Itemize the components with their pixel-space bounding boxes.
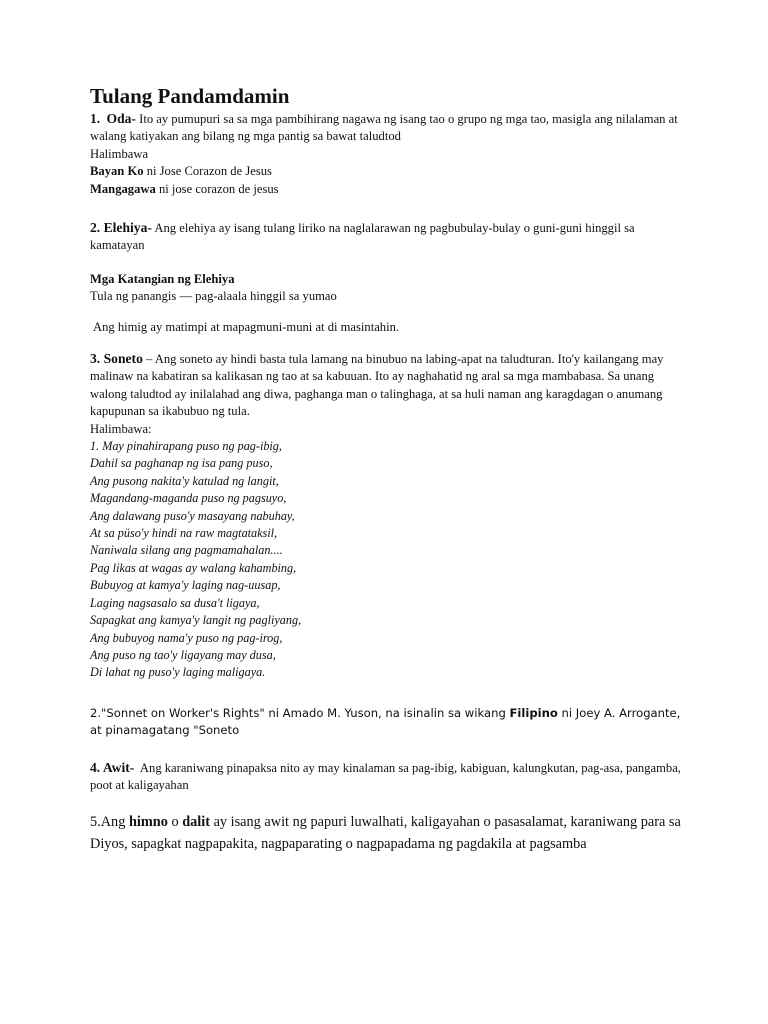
oda-number: 1. (90, 111, 101, 126)
soneto-example-2 (90, 705, 690, 740)
elehiya-characteristics (90, 271, 690, 306)
poem-line: Ang pusong nakita'y katulad ng langit, (90, 473, 279, 488)
section-oda (90, 110, 690, 198)
oda-example-2-title: Mangagawa (90, 181, 156, 196)
elehiya-characteristics-title: Mga Katangian ng Elehiya (90, 272, 235, 286)
poem-line: Sapagkat ang kamya'y langit ng pagliyang, (90, 613, 302, 628)
poem-line: Naniwala silang ang pagmamahalan.... (90, 543, 283, 558)
oda-definition (90, 110, 690, 146)
soneto-halimbawa-label: Halimbawa: (90, 421, 152, 436)
oda-example-2 (90, 181, 690, 198)
soneto-description: – Ang soneto ay hindi basta tula lamang na binubuo na labing-apat na taludturan. Ito'y kailangang may malinaw na kabatiran sa kalikasan ng tao at sa kabuuan. Ito ay naghahatid ng aral sa mga mambabasa. Sa unang walong taludtod ay inilalahad ang diwa, paghanga man o talinghaga, at sa huli naman ang karagdagan o anumang kapupunan sa ikabubuo ng tula. (90, 352, 664, 419)
soneto-example-2-text (90, 705, 690, 740)
himno-term-2: dalit (182, 814, 210, 830)
oda-halimbawa-label: Halimbawa (90, 146, 149, 161)
himno-mid: o (171, 814, 179, 830)
soneto-example-2-bold: Filipino (509, 706, 558, 720)
himno-term-1: himno (128, 814, 168, 830)
awit-description: Ang karaniwang pinapaksa nito ay may kinalaman sa pag-ibig, kabiguan, kalungkutan, pag-asa, pangamba, poot at kaligayahan (90, 761, 681, 793)
himno-pre: 5.Ang (90, 814, 126, 830)
elehiya-characteristic-2-block (93, 319, 693, 336)
poem-line: Ang bubuyog nama'y puso ng pag-irog, (90, 630, 283, 645)
soneto-poem (90, 438, 690, 682)
oda-example-2-author: ni jose corazon de jesus (158, 181, 279, 196)
elehiya-definition (90, 219, 690, 255)
awit-definition (90, 759, 690, 795)
poem-line: At sa püso'y hindi na raw magtataksil, (90, 526, 278, 541)
elehiya-characteristic-2: Ang himig ay matimpi at mapagmuni-muni at di masintahin. (93, 320, 400, 334)
section-soneto (90, 350, 690, 682)
poem-line: Di lahat ng puso'y laging maligaya. (90, 665, 266, 680)
poem-line: Pag likas at wagas ay walang kahambing, (90, 560, 297, 575)
poem-line: Dahil sa paghanap ng isa pang puso, (90, 456, 273, 471)
poem-line: Ang puso ng tao'y ligayang may dusa, (90, 647, 276, 662)
section-elehiya (90, 219, 690, 255)
section-himno (90, 811, 690, 855)
himno-description: ay isang awit ng papuri luwalhati, kaligayahan o pasasalamat, karaniwang para sa Diyos, sapagkat nagpapakita, nagpaparating o nagpapadama ng pagdakila at pagsamba (90, 814, 681, 852)
oda-heading: Oda- (106, 111, 136, 126)
soneto-example-2-post: ni Joey A. Arrogante, at pinamagatang "Soneto (90, 706, 681, 738)
poem-line: 1. May pinahirapang puso ng pag-ibig, (90, 439, 282, 454)
himno-definition (90, 811, 690, 855)
elehiya-characteristic-1: Tula ng panangis — pag-alaala hinggil sa yumao (90, 289, 337, 304)
elehiya-heading: 2. Elehiya- (90, 220, 152, 235)
soneto-definition (90, 350, 690, 421)
poem-line: Bubuyog at kamya'y laging nag-uusap, (90, 578, 281, 593)
soneto-heading: 3. Soneto (90, 351, 143, 366)
oda-example-1-title: Bayan Ko (90, 164, 144, 179)
elehiya-characteristics-title-line (90, 271, 690, 288)
elehiya-description: Ang elehiya ay isang tulang liriko na naglalarawan ng pagbubulay-bulay o guni-guni hinggil sa kamatayan (90, 221, 635, 253)
oda-description: Ito ay pumupuri sa sa mga pambihirang nagawa ng isang tao o grupo ng mga tao, masigla ang nilalaman at walang katiyakan ang bilang ng mga pantig sa bawat taludtod (90, 112, 678, 144)
poem-line: Laging nagsasalo sa dusa't ligaya, (90, 595, 260, 610)
page-title: Tulang Pandamdamin (90, 84, 290, 108)
poem-line: Magandang-maganda puso ng pagsuyo, (90, 491, 287, 506)
poem-line: Ang dalawang puso'y masayang nabuhay, (90, 508, 295, 523)
soneto-example-2-pre: 2."Sonnet on Worker's Rights" ni Amado M. Yuson, na isinalin sa wikang (90, 706, 506, 720)
oda-example-1-author: ni Jose Corazon de Jesus (146, 164, 272, 179)
section-awit (90, 759, 690, 795)
awit-heading: 4. Awit- (90, 760, 135, 775)
oda-example-1 (90, 163, 690, 180)
